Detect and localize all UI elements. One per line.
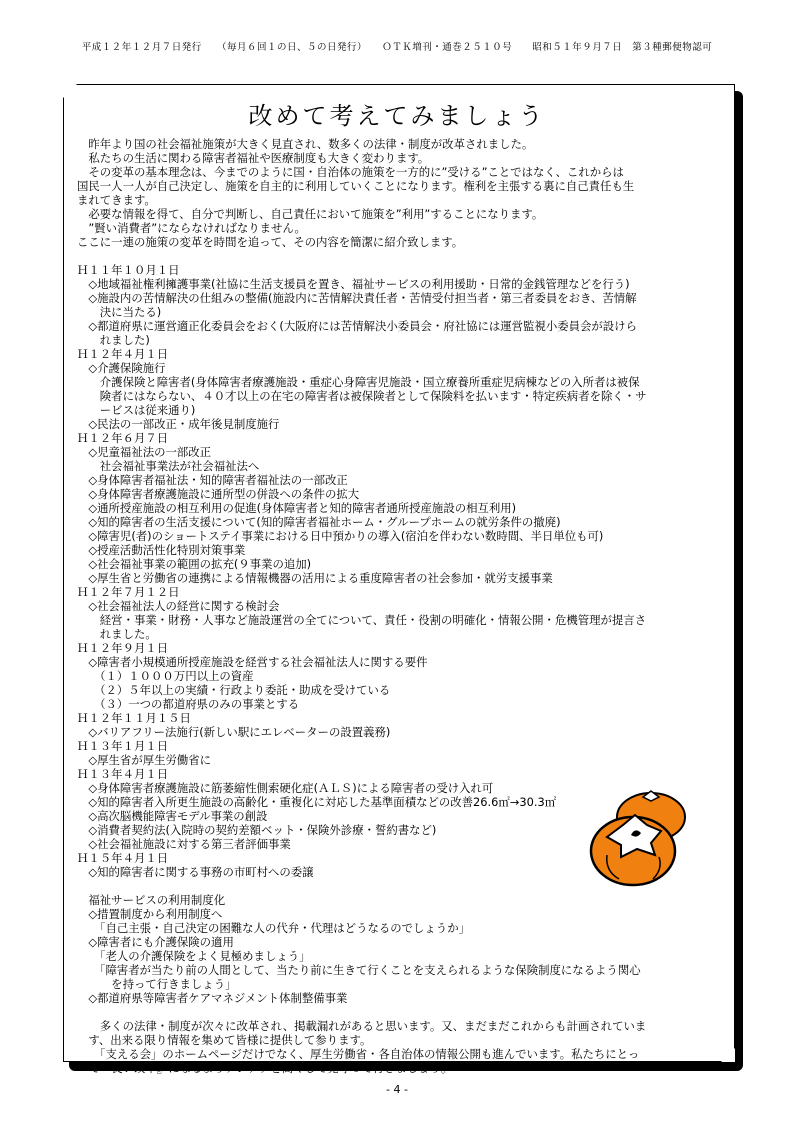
timeline-line: ◇身体障害者福祉法・知的障害者福祉法の一部改正	[77, 473, 348, 487]
timeline-line: ◇身体障害者療護施設に通所型の併設への条件の拡大	[77, 487, 360, 501]
timeline-line: ◇消費者契約法(入院時の契約差額ベット・保険外診療・誓約書など)	[77, 823, 437, 837]
article-body	[77, 137, 741, 1075]
closing-line: 多くの法律・制度が次々に改革され、掲載漏れがあると思います。又、まだまだこれからも計画されていま	[77, 1019, 647, 1033]
closing-line: す、出来る限り情報を集めて皆様に提供して参ります。	[77, 1033, 372, 1047]
timeline-line: Ｈ１２年１１月１５日	[77, 711, 191, 725]
intro-line: 私たちの生活に関わる障害者福祉や医療制度も大きく変わります。	[77, 151, 430, 165]
intro-line: ここに一連の施策の変革を時間を追って、その内容を簡潔に紹介致します。	[77, 235, 464, 249]
timeline-line: ◇障害者小規模通所授産施設を経営する社会福祉法人に関する要件	[77, 655, 428, 669]
closing-line: て『良い改革』になるようアンテナを高くして見守って行きましょう。	[77, 1061, 453, 1075]
timeline-line: 社会福祉事業法が社会福祉法へ	[77, 459, 260, 473]
timeline-line: ◇都道府県に運営適正化委員会をおく(大阪府には苦情解決小委員会・府社協には運営監視小委員会が設けら	[77, 319, 637, 333]
timeline-line: Ｈ１３年４月１日	[77, 767, 169, 781]
services-line: ◇措置制度から利用制度へ	[77, 907, 223, 921]
intro-line: まれてきます。	[77, 193, 156, 207]
intro-line: ”賢い消費者”にならなければなりません。	[77, 221, 306, 235]
timeline-line: ◇厚生省が厚生労働省に	[77, 753, 212, 767]
timeline-line: （１）１０００万円以上の資産	[77, 669, 254, 683]
timeline-line: ◇バリアフリー法施行(新しい駅にエレベーターの設置義務)	[77, 725, 391, 739]
timeline-line: Ｈ１２年９月１日	[77, 641, 169, 655]
intro-line: 昨年より国の社会福祉施策が大きく見直され、数多くの法律・制度が改革されました。	[77, 137, 534, 151]
timeline-line: ◇障害児(者)のショートステイ事業における日中預かりの導入(宿泊を伴わない数時間、半日単位も可)	[77, 529, 604, 543]
intro-line: その変革の基本理念は、今までのように国・自治体の施策を一方的に”受ける”ことではなく、これからは	[77, 165, 624, 179]
services-line: を持って行きましょう」	[77, 977, 237, 991]
timeline-line: れました。	[77, 627, 157, 641]
timeline-line: （３）一つの都道府県のみの事業とする	[77, 697, 300, 711]
timeline-line: 決に当たる)	[77, 305, 162, 319]
services-line: ◇障害者にも介護保険の適用	[77, 935, 234, 949]
timeline-line: れました)	[77, 333, 150, 347]
services-line: 「障害者が当たり前の人間として、当たり前に生きて行くことを支えられるような保険制度になるよう関心	[77, 963, 641, 977]
services-line: 福祉サービスの利用制度化	[77, 893, 226, 907]
timeline-line: Ｈ１２年７月１２日	[77, 585, 180, 599]
timeline-line: ◇社会福祉法人の経営に関する検討会	[77, 599, 280, 613]
timeline-line: ◇身体障害者療護施設に筋萎縮性側索硬化症(ＡＬＳ)による障害者の受け入れ可	[77, 781, 494, 795]
timeline-line: ◇児童福祉法の一部改正	[77, 445, 212, 459]
intro-section	[77, 137, 741, 249]
timeline-line: ◇知的障害者入所更生施設の高齢化・重複化に対応した基準面積などの改善26.6㎡→30.3㎡	[77, 795, 557, 809]
timeline-line: ービスは従来通り)	[77, 403, 196, 417]
timeline-line: Ｈ１５年４月１日	[77, 851, 169, 865]
timeline-line: ◇知的障害者に関する事務の市町村への委譲	[77, 865, 314, 879]
timeline-line: ◇社会福祉施設に対する第三者評価事業	[77, 837, 291, 851]
timeline-line: 介護保険と障害者(身体障害者療護施設・重症心身障害児施設・国立療養所重症児病棟などの入所者は被保	[77, 375, 640, 389]
services-section	[77, 893, 741, 1005]
timeline-line: Ｈ１３年１月１日	[77, 739, 169, 753]
intro-line: 国民一人一人が自己決定し、施策を自主的に利用していくことになります。権利を主張する裏に自己責任も生	[77, 179, 635, 193]
timeline-line: ◇高次脳機能障害モデル事業の創設	[77, 809, 268, 823]
services-line: 「老人の介護保険をよく見極めましょう」	[77, 949, 311, 963]
timeline-line: ◇通所授産施設の相互利用の促進(身体障害者と知的障害者通所授産施設の相互利用)	[77, 501, 517, 515]
timeline-line: （２）５年以上の実績・行政より委託・助成を受けている	[77, 683, 391, 697]
timeline-line: Ｈ１２年４月１日	[77, 347, 169, 361]
timeline-line: 険者にはならない、４０才以上の在宅の障害者は被保険者として保険料を払います・特定疾病者を除く・サ	[77, 389, 647, 403]
timeline-line: Ｈ１２年６月７日	[77, 431, 169, 445]
services-line: ◇都道府県等障害者ケアマネジメント体制整備事業	[77, 991, 348, 1005]
intro-line: 必要な情報を得て、自分で判断し、自己責任において施策を”利用”することになります。	[77, 207, 544, 221]
page-number: - 4 -	[386, 1083, 408, 1096]
services-line: 「自己主張・自己決定の困難な人の代弁・代理はどうなるのでしょうか」	[77, 921, 470, 935]
timeline-line: Ｈ１１年１０月１日	[77, 263, 180, 277]
closing-section	[77, 1019, 741, 1075]
timeline-line: ◇民法の一部改正・成年後見制度施行	[77, 417, 280, 431]
timeline-line: ◇厚生省と労働省の連携による情報機器の活用による重度障害者の社会参加・就労支援事業	[77, 571, 553, 585]
issue-header: 平成１２年１２月７日発行 （毎月６回１の日、５の日発行） ＯＴＫ増刊・通巻２５１０号 昭和５１年９月７日 第３種郵便物認可	[81, 42, 713, 53]
spacer	[77, 1005, 741, 1019]
spacer	[77, 249, 741, 263]
article-title: 改めて考えてみましょう	[248, 102, 546, 130]
timeline-line: ◇知的障害者の生活支援について(知的障害者福祉ホーム・グループホームの就労条件の撤廃)	[77, 515, 561, 529]
timeline-line: 経営・事業・財務・人事など施設運営の全てについて、責任・役割の明確化・情報公開・危機管理が提言さ	[77, 613, 647, 627]
closing-line: 「支える会」のホームページだけでなく、厚生労働省・各自治体の情報公開も進んでいます。私たちにとっ	[77, 1047, 640, 1061]
persimmon-icon	[585, 785, 700, 890]
timeline-line: ◇地域福祉権利擁護事業(社協に生活支援員を置き、福祉サービスの利用援助・日常的金銭管理などを行う)	[77, 277, 630, 291]
timeline-line: ◇社会福祉事業の範囲の拡充(９事業の追加)	[77, 557, 312, 571]
timeline-line: ◇授産活動活性化特別対策事業	[77, 543, 246, 557]
timeline-line: ◇施設内の苦情解決の仕組みの整備(施設内に苦情解決責任者・苦情受付担当者・第三者委員をおき、苦情解	[77, 291, 637, 305]
timeline-line: ◇介護保険施行	[77, 361, 166, 375]
